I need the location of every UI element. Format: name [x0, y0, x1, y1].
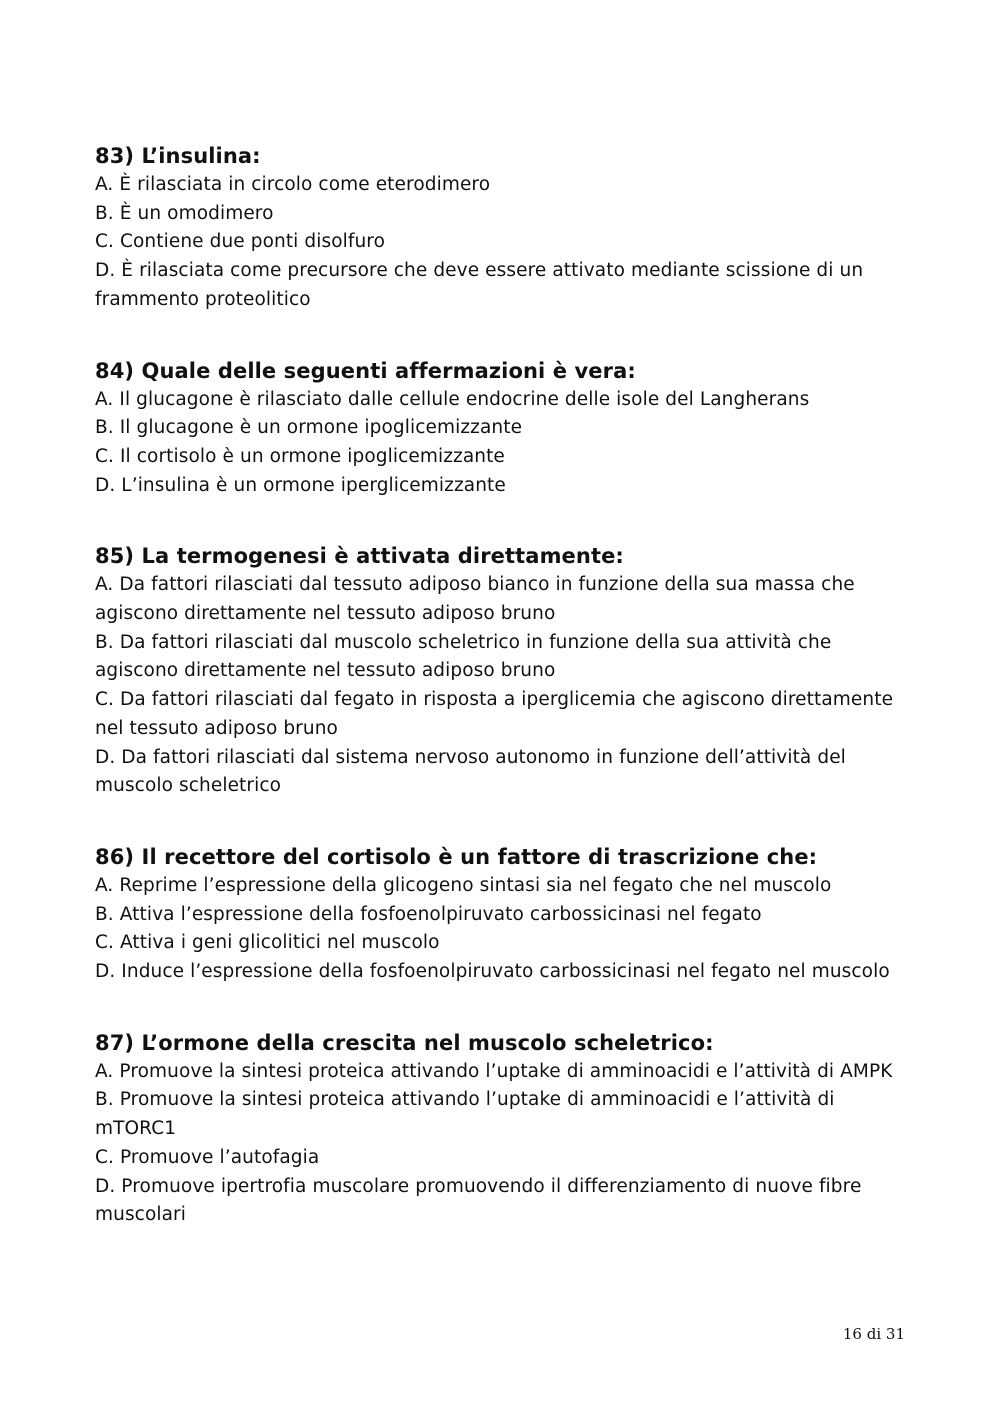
answer-option-b: B. Promuove la sintesi proteica attivando l’uptake di amminoacidi e l’attività di mTORC1 [95, 1089, 835, 1140]
question-87 [95, 1028, 910, 1230]
answer-option-c: C. Contiene due ponti disolfuro [95, 231, 386, 253]
answer-option-a: A. Da fattori rilasciati dal tessuto adiposo bianco in funzione della sua massa che agiscono direttamente nel tessuto adiposo bruno [95, 574, 855, 625]
answer-option-c: C. Da fattori rilasciati dal fegato in risposta a iperglicemia che agiscono direttamente nel tessuto adiposo bruno [95, 689, 894, 739]
answer-option-d: D. Promuove ipertrofia muscolare promuovendo il differenziamento di nuove fibre muscolari [95, 1175, 862, 1226]
answer-option-b: B. Attiva l’espressione della fosfoenolpiruvato carbossicinasi nel fegato [95, 903, 762, 925]
answer-option-c: C. Promuove l’autofagia [95, 1146, 320, 1168]
question-title: 86) Il recettore del cortisolo è un fattore di trascrizione che: [95, 844, 818, 869]
answer-option-d: D. L’insulina è un ormone iperglicemizzante [95, 474, 506, 496]
answer-option-c: C. Attiva i geni glicolitici nel muscolo [95, 932, 440, 954]
answer-option-a: A. Promuove la sintesi proteica attivando l’uptake di amminoacidi e l’attività di AMPK [95, 1060, 893, 1082]
page-number: 16 di 31 [842, 1325, 905, 1343]
answer-option-d: D. Induce l’espressione della fosfoenolpiruvato carbossicinasi nel fegato nel muscolo [95, 961, 890, 983]
question-85 [95, 541, 910, 801]
question-84 [95, 356, 910, 501]
answer-option-a: A. È rilasciata in circolo come eterodimero [95, 174, 491, 195]
document-page [95, 141, 910, 1271]
answer-option-b: B. Il glucagone è un ormone ipoglicemizzante [95, 417, 523, 439]
question-title: 83) L’insulina: [95, 144, 261, 168]
answer-option-d: D. È rilasciata come precursore che deve essere attivato mediante scissione di un frammento proteolitico [95, 260, 864, 310]
question-title: 87) L’ormone della crescita nel muscolo scheletrico: [95, 1030, 714, 1055]
answer-option-d: D. Da fattori rilasciati dal sistema nervoso autonomo in funzione dell’attività del muscolo scheletrico [95, 746, 846, 797]
question-83 [95, 141, 910, 315]
answer-option-b: B. Da fattori rilasciati dal muscolo scheletrico in funzione della sua attività che agiscono direttamente nel tessuto adiposo bruno [95, 631, 832, 682]
answer-option-b: B. È un omodimero [95, 202, 274, 224]
question-title: 84) Quale delle seguenti affermazioni è vera: [95, 358, 636, 383]
question-title: 85) La termogenesi è attivata direttamente: [95, 544, 624, 569]
answer-option-a: A. Reprime l’espressione della glicogeno sintasi sia nel fegato che nel muscolo [95, 874, 832, 896]
answer-option-c: C. Il cortisolo è un ormone ipoglicemizzante [95, 445, 505, 467]
question-86 [95, 842, 910, 987]
answer-option-a: A. Il glucagone è rilasciato dalle cellule endocrine delle isole del Langherans [95, 388, 810, 410]
